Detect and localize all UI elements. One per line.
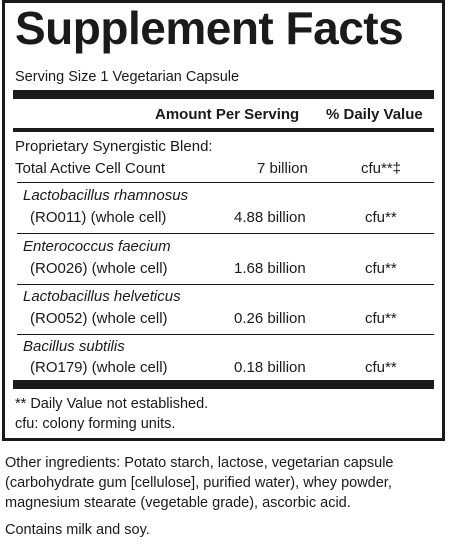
strain-dv: cfu** bbox=[365, 359, 397, 376]
strain-name: Lactobacillus helveticus bbox=[23, 288, 181, 305]
other-ingredients-line: (carbohydrate gum [cellulose], purified water), whey powder, bbox=[5, 475, 392, 491]
strain-code: (RO026) (whole cell) bbox=[30, 260, 168, 277]
serving-size: Serving Size 1 Vegetarian Capsule bbox=[15, 69, 240, 85]
strain-amount: 4.88 billion bbox=[234, 209, 306, 226]
strain-amount: 0.18 billion bbox=[234, 359, 306, 376]
thick-rule-top bbox=[13, 90, 434, 99]
header-rule bbox=[13, 128, 434, 132]
footnote-cfu: cfu: colony forming units. bbox=[15, 416, 176, 432]
blend-amount: 7 billion bbox=[257, 160, 308, 177]
blend-name: Proprietary Synergistic Blend: bbox=[15, 138, 213, 155]
panel-title: Supplement Facts bbox=[15, 2, 404, 54]
allergen-statement: Contains milk and soy. bbox=[5, 522, 150, 538]
strain-dv: cfu** bbox=[365, 209, 397, 226]
blend-dv: cfu**‡ bbox=[361, 160, 402, 177]
strain-dv: cfu** bbox=[365, 310, 397, 327]
strain-name: Enterococcus faecium bbox=[23, 238, 171, 255]
strain-dv: cfu** bbox=[365, 260, 397, 277]
strain-name: Bacillus subtilis bbox=[23, 338, 125, 355]
other-ingredients-line: magnesium stearate (vegetable grade), ascorbic acid. bbox=[5, 495, 351, 511]
strain-code: (RO052) (whole cell) bbox=[30, 310, 168, 327]
thick-rule-bottom bbox=[13, 380, 434, 389]
row-rule bbox=[17, 233, 434, 234]
row-rule bbox=[17, 334, 434, 335]
footnote-daily-value: ** Daily Value not established. bbox=[15, 396, 209, 412]
supplement-facts-panel bbox=[2, 0, 445, 441]
strain-code: (RO179) (whole cell) bbox=[30, 359, 168, 376]
strain-amount: 0.26 billion bbox=[234, 310, 306, 327]
strain-name: Lactobacillus rhamnosus bbox=[23, 187, 189, 204]
other-ingredients-line: Other ingredients: Potato starch, lactose, vegetarian capsule bbox=[5, 455, 394, 471]
header-daily-value: % Daily Value bbox=[326, 106, 423, 123]
strain-amount: 1.68 billion bbox=[234, 260, 306, 277]
strain-code: (RO011) (whole cell) bbox=[30, 209, 167, 226]
header-amount: Amount Per Serving bbox=[155, 106, 300, 123]
blend-label: Total Active Cell Count bbox=[15, 160, 166, 177]
row-rule bbox=[17, 182, 434, 183]
row-rule bbox=[17, 284, 434, 285]
